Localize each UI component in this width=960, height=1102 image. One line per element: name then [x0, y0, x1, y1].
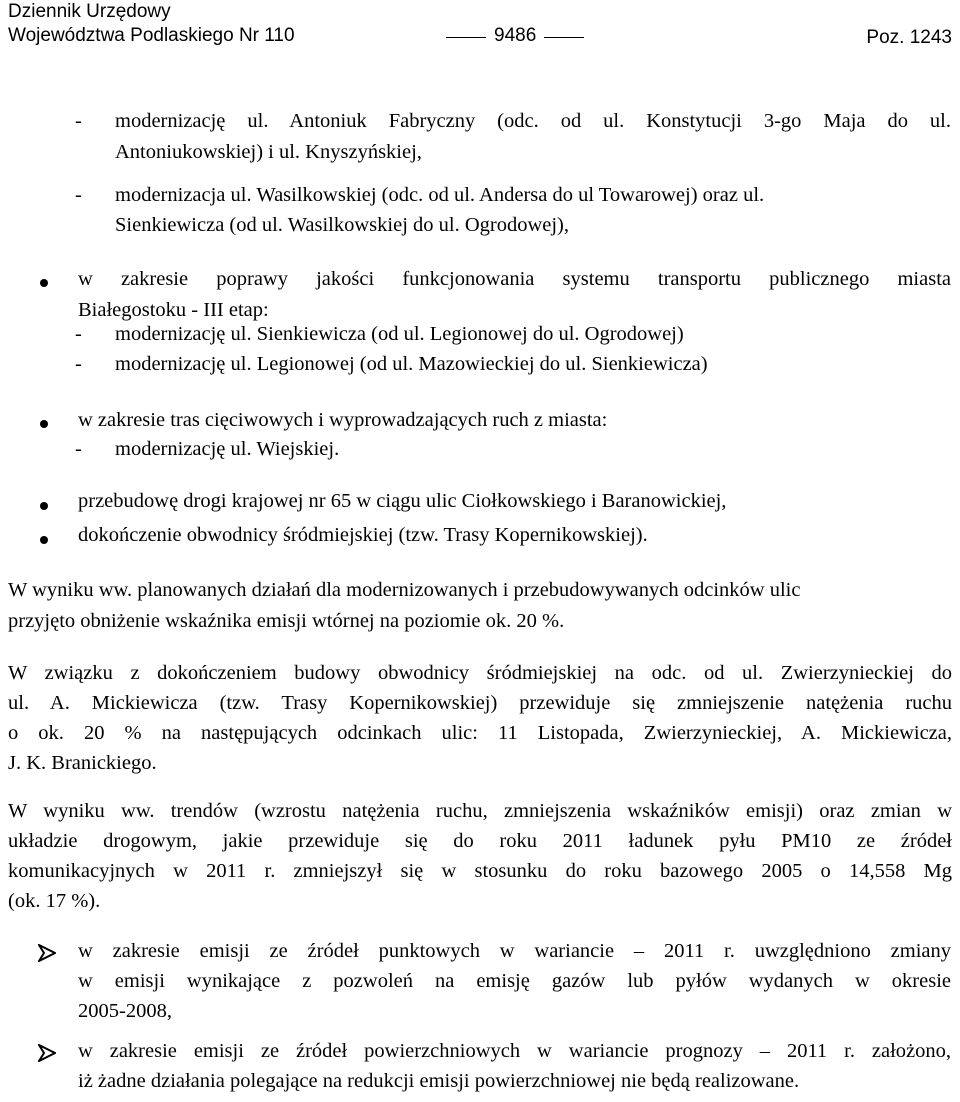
bullet-icon — [40, 420, 48, 428]
text-line: W wyniku ww. planowanych działań dla modernizowanych i przebudowywanych odcinków ulic — [8, 579, 801, 601]
text-line: modernizację ul. Legionowej (od ul. Mazowieckiej do ul. Sienkiewicza) — [115, 353, 708, 375]
text-line: J. K. Branickiego. — [8, 752, 157, 774]
page-number-dash-right — [544, 37, 584, 38]
text-line: w zakresie tras cięciwowych i wyprowadzających ruch z miasta: — [78, 409, 608, 431]
text-line: 2005-2008, — [78, 1000, 172, 1022]
text-line: modernizację ul. Antoniuk Fabryczny (odc. od ul. Konstytucji 3-go Maja do ul. — [115, 110, 951, 132]
text-line: w zakresie emisji ze źródeł powierzchniowych w wariancie prognozy – 2011 r. założono, — [78, 1040, 951, 1062]
text-line: Białegostoku - III etap: — [78, 299, 269, 321]
list-dash: - — [75, 353, 82, 375]
page-header — [8, 0, 952, 48]
text-line: w zakresie emisji ze źródeł punktowych w wariancie – 2011 r. uwzględniono zmiany — [78, 940, 951, 962]
text-line: o ok. 20 % na następujących odcinkach ulic: 11 Listopada, Zwierzynieckiej, A. Mickiewicza, — [8, 722, 952, 744]
list-dash: - — [75, 184, 82, 206]
text-line: przebudowę drogi krajowej nr 65 w ciągu ulic Ciołkowskiego i Baranowickiej, — [78, 490, 727, 512]
text-line: iż żadne działania polegające na redukcji emisji powierzchniowej nie będą realizowane. — [78, 1070, 800, 1092]
page-number-dash-left — [446, 37, 486, 38]
position-number: Poz. 1243 — [866, 27, 952, 48]
text-line: w zakresie poprawy jakości funkcjonowania systemu transportu publicznego miasta — [78, 268, 951, 290]
page-number: 9486 — [494, 25, 537, 46]
text-line: modernizację ul. Sienkiewicza (od ul. Legionowej do ul. Ogrodowej) — [115, 323, 684, 345]
arrowhead-bullet-icon — [38, 944, 56, 962]
text-line: Sienkiewicza (od ul. Wasilkowskiej do ul. Ogrodowej), — [115, 214, 570, 236]
text-line: (ok. 17 %). — [8, 890, 101, 912]
text-line: układzie drogowym, jakie przewiduje się do roku 2011 ładunek pyłu PM10 ze źródeł — [8, 830, 952, 852]
text-line: dokończenie obwodnicy śródmiejskiej (tzw. Trasy Kopernikowskiej). — [78, 524, 648, 546]
journal-title-line2: Województwa Podlaskiego Nr 110 — [8, 25, 295, 46]
list-dash: - — [75, 110, 82, 132]
text-line: modernizacja ul. Wasilkowskiej (odc. od ul. Andersa do ul Towarowej) oraz ul. — [115, 184, 765, 206]
text-line: W związku z dokończeniem budowy obwodnicy śródmiejskiej na odc. od ul. Zwierzynieckiej do — [8, 662, 952, 684]
text-line: W wyniku ww. trendów (wzrostu natężenia ruchu, zmniejszenia wskaźników emisji) oraz zmian w — [8, 800, 952, 822]
list-dash: - — [75, 438, 82, 460]
bullet-icon — [40, 502, 48, 510]
text-line: w emisji wynikające z pozwoleń na emisję gazów lub pyłów wydanych w okresie — [78, 970, 951, 992]
page-number-block — [438, 24, 592, 48]
text-line: modernizację ul. Wiejskiej. — [115, 438, 340, 460]
bullet-icon — [40, 536, 48, 544]
text-line: komunikacyjnych w 2011 r. zmniejszył się w stosunku do roku bazowego 2005 o 14,558 Mg — [8, 860, 952, 882]
list-dash: - — [75, 323, 82, 345]
text-line: Antoniukowskiej) i ul. Knyszyńskiej, — [115, 141, 422, 163]
bullet-icon — [40, 279, 48, 287]
text-line: ul. A. Mickiewicza (tzw. Trasy Kopernikowskiej) przewiduje się zmniejszenie natężenia ruchu — [8, 692, 952, 714]
arrowhead-bullet-icon — [38, 1044, 56, 1062]
text-line: przyjęto obniżenie wskaźnika emisji wtórnej na poziomie ok. 20 %. — [8, 610, 565, 632]
journal-title-line1: Dziennik Urzędowy — [8, 1, 171, 22]
